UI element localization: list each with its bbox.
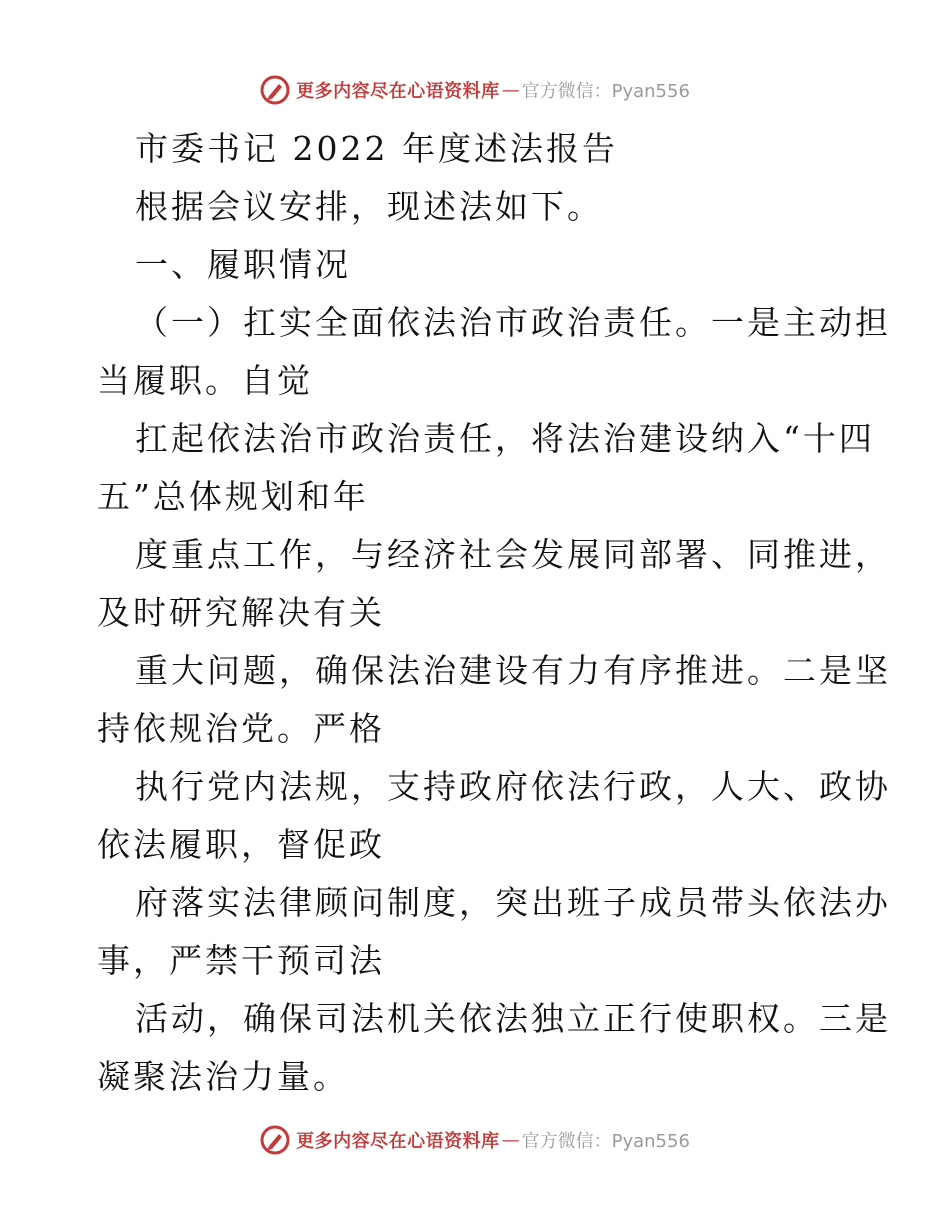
paragraph-line: 活动，确保司法机关依法独立正行使职权。三是 [135,999,891,1038]
paragraph-line: 重大问题，确保法治建设有力有序推进。二是坚 [135,651,891,690]
header-watermark [0,70,950,110]
paragraph-line: 扛起依法治市政治责任，将法治建设纳入“十四 [135,419,875,458]
pen-seal-icon [260,75,290,105]
watermark-brand: 更多内容尽在心语资料库 [296,1131,500,1152]
paragraph-line: 依法履职，督促政 [97,825,385,864]
footer-watermark [0,1120,950,1160]
watermark-contact: 官方微信：Pyan556 [521,1131,690,1152]
pen-seal-icon [260,1125,290,1155]
watermark-contact: 官方微信：Pyan556 [521,81,690,102]
document-title: 市委书记 2022 年度述法报告 [135,129,618,168]
watermark-dash: — [501,1129,520,1151]
paragraph-line: 执行党内法规，支持政府依法行政，人大、政协 [135,767,891,806]
section-heading: 一、履职情况 [135,245,351,284]
watermark-dash: — [501,79,520,101]
paragraph-line: 凝聚法治力量。 [97,1057,349,1096]
paragraph-line: 府落实法律顾问制度，突出班子成员带头依法办 [135,883,891,922]
paragraph-line: （一）扛实全面依法治市政治责任。一是主动担 [135,303,891,342]
paragraph-line: 根据会议安排，现述法如下。 [135,187,603,226]
document-body [97,120,891,1106]
paragraph-line: 持依规治党。严格 [97,709,385,748]
paragraph-line: 及时研究解决有关 [97,593,385,632]
paragraph-line: 五”总体规划和年 [97,477,369,516]
paragraph-line: 度重点工作，与经济社会发展同部署、同推进， [135,535,891,574]
watermark-brand: 更多内容尽在心语资料库 [296,81,500,102]
paragraph-line: 事，严禁干预司法 [97,941,385,980]
paragraph-line: 当履职。自觉 [97,361,313,400]
